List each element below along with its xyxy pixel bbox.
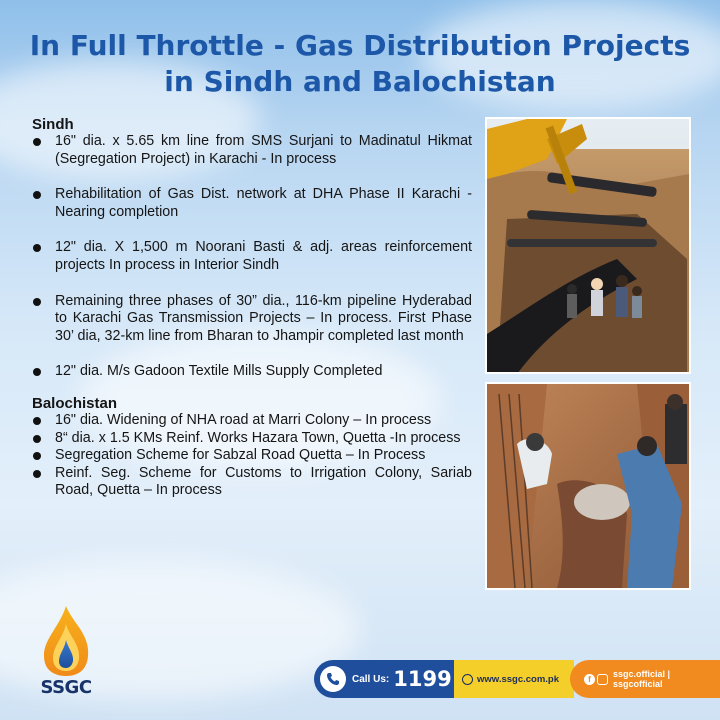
list-item-text: 16" dia. x 5.65 km line from SMS Surjani to Madinatul Hikmat (Segregation Project) in Karachi - In process — [55, 133, 472, 167]
bullet-icon — [33, 244, 41, 252]
bullet-icon — [33, 435, 41, 443]
page-title — [0, 28, 720, 100]
workers-welding-image — [487, 384, 689, 588]
bullet-icon — [33, 417, 41, 425]
bullet-icon — [33, 452, 41, 460]
balochistan-heading: Balochistan — [32, 394, 118, 412]
list-item — [32, 363, 472, 381]
sindh-heading: Sindh — [32, 116, 74, 133]
list-item-text: 16" dia. Widening of NHA road at Marri Colony – In process — [55, 411, 432, 428]
call-number: 1199 — [393, 667, 452, 691]
list-item — [32, 412, 472, 430]
bullet-icon — [33, 470, 41, 478]
social-links[interactable] — [570, 660, 720, 698]
pipe-welding-photo — [485, 382, 691, 590]
globe-icon — [462, 674, 473, 685]
list-item-text: 12" dia. X 1,500 m Noorani Basti & adj. areas reinforcement projects In process in Interior Sindh — [55, 239, 472, 273]
sindh-project-list — [32, 133, 472, 381]
ssgc-logo-text: SSGC — [40, 677, 92, 698]
list-item — [32, 430, 472, 448]
website-text: www.ssgc.com.pk — [477, 673, 560, 685]
website-link[interactable] — [454, 660, 574, 698]
list-item — [32, 293, 472, 346]
list-item — [32, 465, 472, 500]
list-item — [32, 133, 472, 168]
list-item-text: 12" dia. M/s Gadoon Textile Mills Supply Completed — [55, 363, 383, 380]
balochistan-project-list — [32, 412, 472, 500]
list-item-text: Reinf. Seg. Scheme for Customs to Irrigation Colony, Sariab Road, Quetta – In process — [55, 464, 472, 499]
list-item — [32, 186, 472, 221]
bullet-icon — [33, 138, 41, 146]
bullet-icon — [33, 191, 41, 199]
instagram-icon — [597, 674, 608, 685]
title-line-1: In Full Throttle - Gas Distribution Projects — [29, 29, 691, 62]
call-us-label: Call Us: — [352, 673, 390, 685]
title-line-2: in Sindh and Balochistan — [164, 65, 556, 98]
list-item-text: 8“ dia. x 1.5 KMs Reinf. Works Hazara Town, Quetta -In process — [55, 429, 461, 446]
pipeline-trench-photo — [485, 117, 691, 374]
bullet-icon — [33, 298, 41, 306]
trench-excavator-image — [487, 119, 689, 372]
list-item — [32, 239, 472, 274]
social-handles-text: ssgc.official | ssgcofficial — [613, 669, 671, 689]
bullet-icon — [33, 368, 41, 376]
projects-content — [32, 116, 472, 500]
list-item-text: Remaining three phases of 30” dia., 116-km pipeline Hyderabad to Karachi Gas Transmission Projects – In process. First Phase 30’ dia, 32-km line from Bharan to Jhampir completed last month — [55, 292, 472, 344]
phone-icon — [320, 666, 346, 692]
facebook-icon: f — [584, 674, 595, 685]
call-us-pill[interactable] — [314, 660, 454, 698]
list-item-text: Rehabilitation of Gas Dist. network at DHA Phase II Karachi - Nearing completion — [55, 186, 472, 220]
list-item-text: Segregation Scheme for Sabzal Road Quetta – In Process — [55, 447, 426, 464]
list-item — [32, 447, 472, 465]
footer-contact-bar — [314, 660, 720, 698]
